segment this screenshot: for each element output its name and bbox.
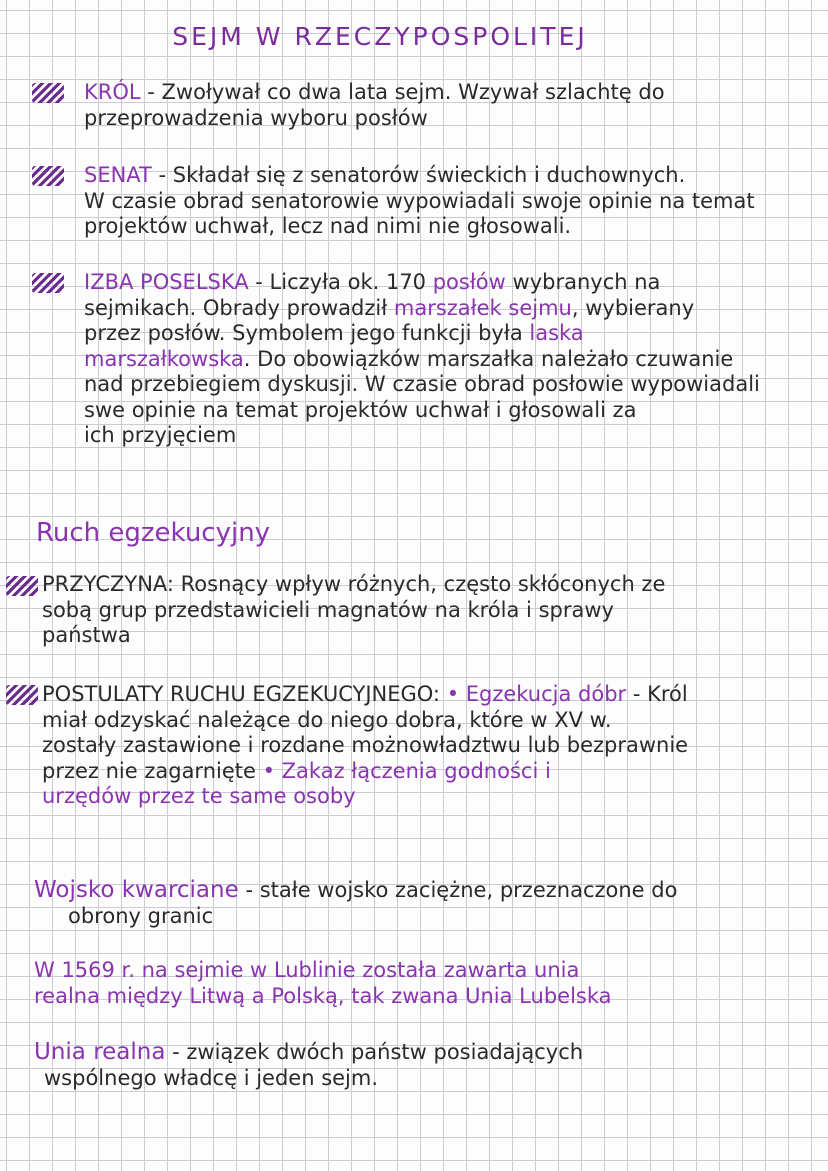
senat-line-3: projektów uchwał, lecz nad nimi nie głosowali. bbox=[84, 214, 572, 238]
section-postulaty: POSTULATY RUCHU EGZEKUCYJNEGO: • Egzekucja dóbr - Król miał odzyskać należące do niego dobra, które w XV w. zostały zastawione i rozdane możnowładztwu lub bezprawnie przez nie zagarnięte • Zakaz łączenia godności i urzędów przez te same osoby bbox=[26, 682, 816, 810]
senat-line-1: - Składał się z senatorów świeckich i duchownych. bbox=[151, 163, 686, 187]
przyczyna-line-1: Rosnący wpływ różnych, często skłóconych ze bbox=[173, 572, 666, 596]
unia-lubelska-line-1: W 1569 r. na sejmie w Lublinie została zawarta unia bbox=[34, 958, 580, 982]
section-przyczyna bbox=[26, 572, 816, 649]
section-unia-lubelska bbox=[34, 958, 824, 1009]
term-unia-realna: Unia realna bbox=[34, 1039, 166, 1065]
section-senat bbox=[30, 163, 820, 240]
postulaty-line-2: miał odzyskać należące do niego dobra, które w XV w. bbox=[42, 707, 612, 732]
unia-realna-line-2: wspólnego władcę i jeden sejm. bbox=[44, 1065, 379, 1090]
heading-ruch-egzekucyjny: Ruch egzekucyjny bbox=[36, 518, 271, 548]
izba-line-7: ich przyjęciem bbox=[84, 423, 237, 447]
highlight-marszalkowska: marszałkowska bbox=[84, 346, 244, 371]
unia-realna-line-1: - związek dwóch państw posiadających bbox=[165, 1040, 584, 1064]
wojsko-line-2: obrony granic bbox=[68, 903, 214, 928]
term-przyczyna: PRZYCZYNA: bbox=[42, 572, 174, 596]
postulaty-line-4: przez nie zagarnięte bbox=[42, 758, 256, 783]
highlight-zakaz-laczenia: • Zakaz łączenia godności i bbox=[255, 758, 551, 783]
term-senat: SENAT bbox=[84, 163, 152, 187]
term-izba-poselska: IZBA POSELSKA bbox=[84, 270, 249, 294]
section-unia-realna bbox=[34, 1040, 824, 1091]
page-title: SEJM W RZECZYPOSPOLITEJ bbox=[172, 22, 588, 51]
izba-line-6: swe opinie na temat projektów uchwał i głosowali za bbox=[84, 397, 637, 422]
przyczyna-line-2: sobą grup przedstawicieli magnatów na króla i sprawy bbox=[42, 597, 614, 622]
term-krol: KRÓL bbox=[84, 80, 141, 104]
postulaty-line-3: zostały zastawione i rozdane możnowładztwu lub bezprawnie bbox=[42, 733, 689, 757]
section-wojsko-kwarciane bbox=[34, 878, 824, 929]
term-postulaty: POSTULATY RUCHU EGZEKUCYJNEGO: bbox=[42, 682, 441, 706]
section-krol bbox=[30, 80, 820, 131]
izba-line-5: nad przebiegiem dyskusji. W czasie obrad posłowie wypowiadali bbox=[84, 372, 760, 396]
highlight-laska: laska bbox=[529, 321, 584, 345]
wojsko-line-1: - stałe wojsko zaciężne, przeznaczone do bbox=[238, 878, 678, 902]
przyczyna-line-3: państwa bbox=[42, 623, 131, 647]
term-wojsko-kwarciane: Wojsko kwarciane bbox=[34, 877, 239, 903]
senat-line-2: W czasie obrad senatorowie wypowiadali swoje opinie na temat bbox=[84, 188, 755, 213]
highlight-poslow: posłów bbox=[432, 270, 506, 294]
krol-line-1: - Zwoływał co dwa lata sejm. Wzywał szlachtę do bbox=[140, 80, 665, 104]
highlight-egzekucja-dobr: • Egzekucja dóbr bbox=[440, 682, 627, 706]
krol-line-2: przeprowadzenia wyboru posłów bbox=[84, 105, 428, 130]
unia-lubelska-line-2: realna między Litwą a Polską, tak zwana Unia Lubelska bbox=[34, 983, 612, 1008]
highlight-marszalek-sejmu: marszałek sejmu bbox=[393, 295, 572, 320]
highlight-urzedow: urzędów przez te same osoby bbox=[42, 784, 356, 808]
section-izba-poselska: IZBA POSELSKA - Liczyła ok. 170 posłów wybranych na sejmikach. Obrady prowadził marszałek sejmu, wybierany przez posłów. Symbolem jego funkcji była laska marszałkowska. Do obowiązków marszałka należało czuwanie nad przebiegiem dyskusji. W czasie obrad posłowie wypowiadali swe opinie na temat projektów uchwał i głosowali za ich przyjęciem bbox=[30, 270, 820, 449]
